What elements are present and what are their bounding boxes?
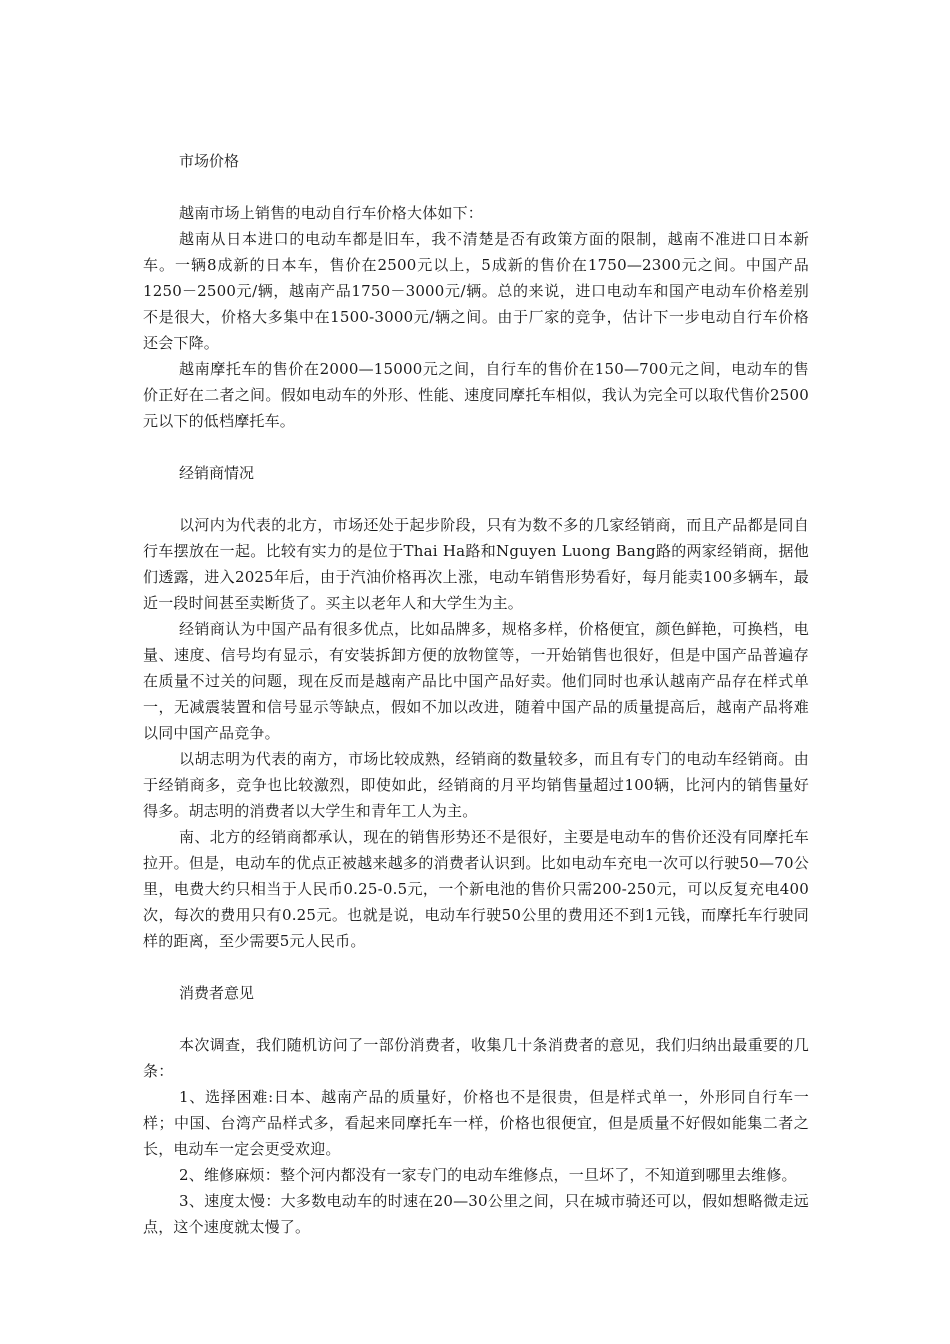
spacer: [143, 434, 809, 460]
list-item-choice-difficulty: 1、选择困难:日本、越南产品的质量好，价格也不是很贵，但是样式单一，外形同自行车一样；中国、台湾产品样式多，看起来同摩托车一样，价格也很便宜，但是质量不好假如能集二者之长，电动车一定会更受欢迎。: [143, 1088, 809, 1158]
paragraph: 以河内为代表的北方，市场还处于起步阶段，只有为数不多的几家经销商，而且产品都是同自行车摆放在一起。比较有实力的是位于Thai Ha路和Nguyen Luong Bang路的两家经销商，据他们透露，进入2025年后，由于汽油价格再次上涨，电动车销售形势看好，每月能卖100多辆车，最近一段时间甚至卖断货了。买主以老年人和大学生为主。: [143, 516, 809, 612]
spacer: [143, 1006, 809, 1032]
paragraph: 越南摩托车的售价在2000—15000元之间，自行车的售价在150—700元之间，电动车的售价正好在二者之间。假如电动车的外形、性能、速度同摩托车相似，我认为完全可以取代售价2500元以下的低档摩托车。: [143, 360, 809, 430]
list-item-speed-slow: 3、速度太慢：大多数电动车的时速在20—30公里之间，只在城市骑还可以，假如想略微走远点，这个速度就太慢了。: [143, 1192, 809, 1236]
spacer: [143, 486, 809, 512]
paragraph: 经销商认为中国产品有很多优点，比如品牌多，规格多样，价格便宜，颜色鲜艳，可换档，电量、速度、信号均有显示，有安装拆卸方便的放物筐等，一开始销售也很好，但是中国产品普遍存在质量不过关的问题，现在反而是越南产品比中国产品好卖。他们同时也承认越南产品存在样式单一，无减震装置和信号显示等缺点，假如不加以改进，随着中国产品的质量提高后，越南产品将难以同中国产品竞争。: [143, 620, 809, 742]
section-heading-consumers: 消费者意见: [179, 984, 255, 1002]
paragraph: 越南市场上销售的电动自行车价格大体如下：: [179, 204, 484, 222]
paragraph: 越南从日本进口的电动车都是旧车，我不清楚是否有政策方面的限制，越南不准进口日本新车。一辆8成新的日本车，售价在2500元以上，5成新的售价在1750—2300元之间。中国产品1250－2500元/辆，越南产品1750－3000元/辆。总的来说，进口电动车和国产电动车价格差别不是很大，价格大多集中在1500-3000元/辆之间。由于厂家的竞争，估计下一步电动自行车价格还会下降。: [143, 230, 809, 352]
paragraph: 南、北方的经销商都承认，现在的销售形势还不是很好，主要是电动车的售价还没有同摩托车拉开。但是，电动车的优点正被越来越多的消费者认识到。比如电动车充电一次可以行驶50—70公里，电费大约只相当于人民币0.25-0.5元，一个新电池的售价只需200-250元，可以反复充电400次，每次的费用只有0.25元。也就是说，电动车行驶50公里的费用还不到1元钱，而摩托车行驶同样的距离，至少需要5元人民币。: [143, 828, 809, 950]
spacer: [143, 954, 809, 980]
spacer: [143, 174, 809, 200]
section-heading-dealers: 经销商情况: [179, 464, 255, 482]
paragraph: 以胡志明为代表的南方，市场比较成熟，经销商的数量较多，而且有专门的电动车经销商。由于经销商多，竞争也比较激烈，即使如此，经销商的月平均销售量超过100辆，比河内的销售量好得多。胡志明的消费者以大学生和青年工人为主。: [143, 750, 809, 820]
document-page: [143, 148, 809, 1240]
list-item-repair-trouble: 2、维修麻烦：整个河内都没有一家专门的电动车维修点，一旦坏了，不知道到哪里去维修。: [179, 1166, 797, 1184]
paragraph: 本次调查，我们随机访问了一部份消费者，收集几十条消费者的意见，我们归纳出最重要的几条：: [143, 1036, 809, 1080]
section-heading-market-price: 市场价格: [179, 152, 240, 170]
